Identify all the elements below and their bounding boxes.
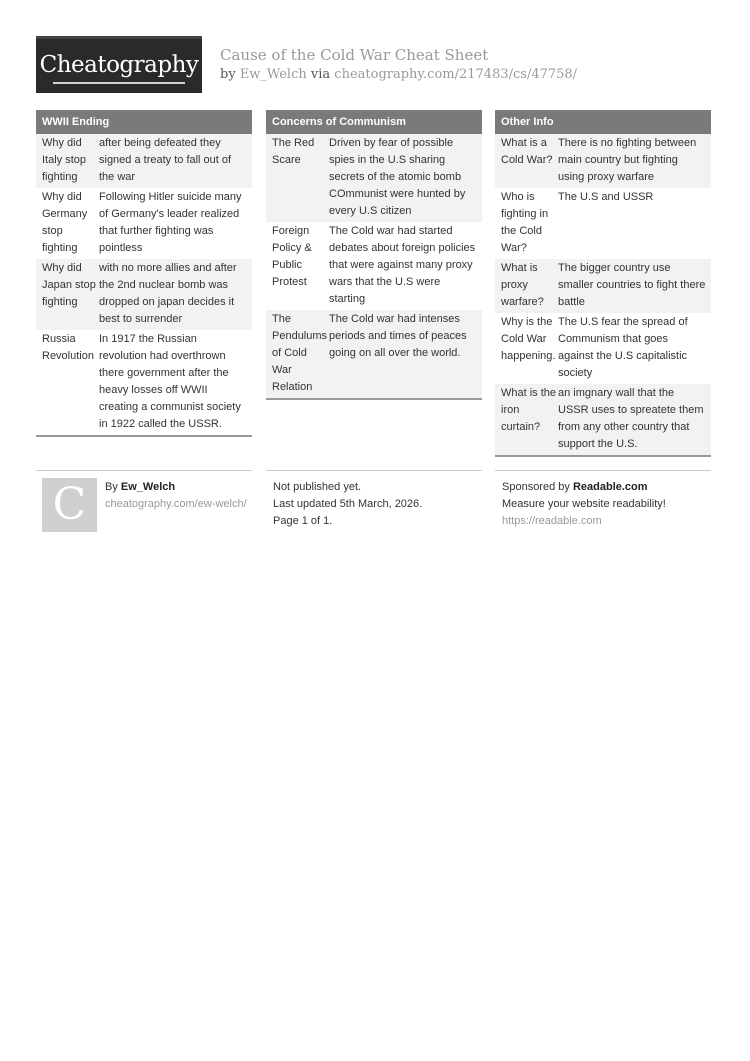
row-value: In 1917 the Russian revolution had overthrown there government after the heavy losses off WWII creating a communist society in 1922 called the USSR.: [99, 333, 241, 430]
row-key: Why did Germany stop fighting: [42, 191, 88, 254]
row-value: Driven by fear of possible spies in the U.S sharing secrets of the atomic bomb COmmunist were hunted by every U.S citizen: [329, 137, 466, 217]
footer-divider: [495, 470, 711, 471]
page-number: Page 1 of 1.: [273, 515, 333, 527]
row-value: The bigger country use smaller countries to fight there battle: [558, 262, 706, 308]
sponsor-tagline: Measure your website readability!: [502, 498, 666, 510]
table-row: [495, 313, 711, 384]
footer-sponsor: [502, 479, 666, 530]
section-title: Other Info: [495, 110, 711, 134]
author-link[interactable]: Ew_Welch: [239, 67, 307, 82]
row-value: The U.S fear the spread of Communism that goes against the U.S capitalistic society: [558, 316, 688, 379]
row-key: Who is fighting in the Cold War?: [501, 191, 549, 254]
section-concerns-of-communism: [266, 110, 482, 400]
footer-author-link[interactable]: Ew_Welch: [120, 481, 176, 493]
section-title: WWII Ending: [36, 110, 252, 134]
section-wwii-ending: [36, 110, 252, 437]
row-key: What is proxy warfare?: [501, 262, 544, 308]
table-row: [36, 134, 252, 188]
row-key: What is a Cold War?: [501, 137, 553, 166]
footer-author-url[interactable]: cheatography.com/ew-welch/: [105, 498, 247, 510]
row-key: The Red Scare: [272, 137, 315, 166]
byline-by: by: [220, 67, 236, 82]
row-value: There is no fighting between main country but fighting using proxy warfare: [558, 137, 697, 183]
row-value: after being defeated they signed a treaty to fall out of the war: [99, 137, 232, 183]
table-row: [266, 134, 482, 222]
row-value: The U.S and USSR: [558, 191, 654, 203]
row-key: Russia Revolution: [42, 333, 94, 362]
section-other-info: [495, 110, 711, 457]
page-title: Cause of the Cold War Cheat Sheet: [220, 46, 489, 64]
row-key: Why did Italy stop fighting: [42, 137, 87, 183]
row-key: What is the iron curtain?: [501, 387, 557, 433]
table-row: [266, 222, 482, 310]
sheet-url-link[interactable]: cheatography.com/217483/cs/47758/: [334, 67, 578, 82]
footer-author: [105, 479, 247, 513]
cheatography-logo[interactable]: [36, 36, 202, 93]
row-value: The Cold war had started debates about foreign policies that were against many proxy wars that the U.S were starting: [329, 225, 476, 305]
table-row: [266, 310, 482, 398]
byline: [220, 67, 577, 82]
sponsor-name-link[interactable]: Readable.com: [572, 481, 648, 493]
row-value: an imgnary wall that the USSR uses to spreatete them from any other country that support the U.S.: [558, 387, 704, 450]
last-updated: Last updated 5th March, 2026.: [273, 498, 423, 510]
row-value: Following Hitler suicide many of Germany's leader realized that further fighting was pointless: [99, 191, 242, 254]
row-key: Why is the Cold War happening.: [501, 316, 556, 362]
table-row: [36, 188, 252, 259]
byline-via: via: [310, 67, 331, 82]
row-key: The Pendulums of Cold War Relation: [272, 313, 328, 393]
row-key: Foreign Policy & Public Protest: [272, 225, 312, 288]
published-status: Not published yet.: [273, 481, 362, 493]
table-row: [36, 330, 252, 435]
row-key: Why did Japan stop fighting: [42, 262, 96, 308]
logo-text: Cheatography: [39, 52, 199, 78]
table-row: [495, 259, 711, 313]
table-row: [495, 188, 711, 259]
footer-publish-info: [273, 479, 422, 530]
row-value: with no more allies and after the 2nd nuclear bomb was dropped on japan decides it best to surrender: [99, 262, 237, 325]
section-title: Concerns of Communism: [266, 110, 482, 134]
footer-divider: [266, 470, 482, 471]
sponsor-label: Sponsored by: [502, 481, 570, 493]
footer-divider: [36, 470, 252, 471]
footer-by-label: By: [105, 481, 118, 493]
table-row: [495, 134, 711, 188]
author-avatar[interactable]: C: [42, 478, 97, 532]
table-row: [36, 259, 252, 330]
row-value: The Cold war had intenses periods and times of peaces going on all over the world.: [329, 313, 467, 359]
sponsor-url[interactable]: https://readable.com: [502, 515, 602, 527]
logo-underline: [53, 82, 185, 84]
table-row: [495, 384, 711, 455]
